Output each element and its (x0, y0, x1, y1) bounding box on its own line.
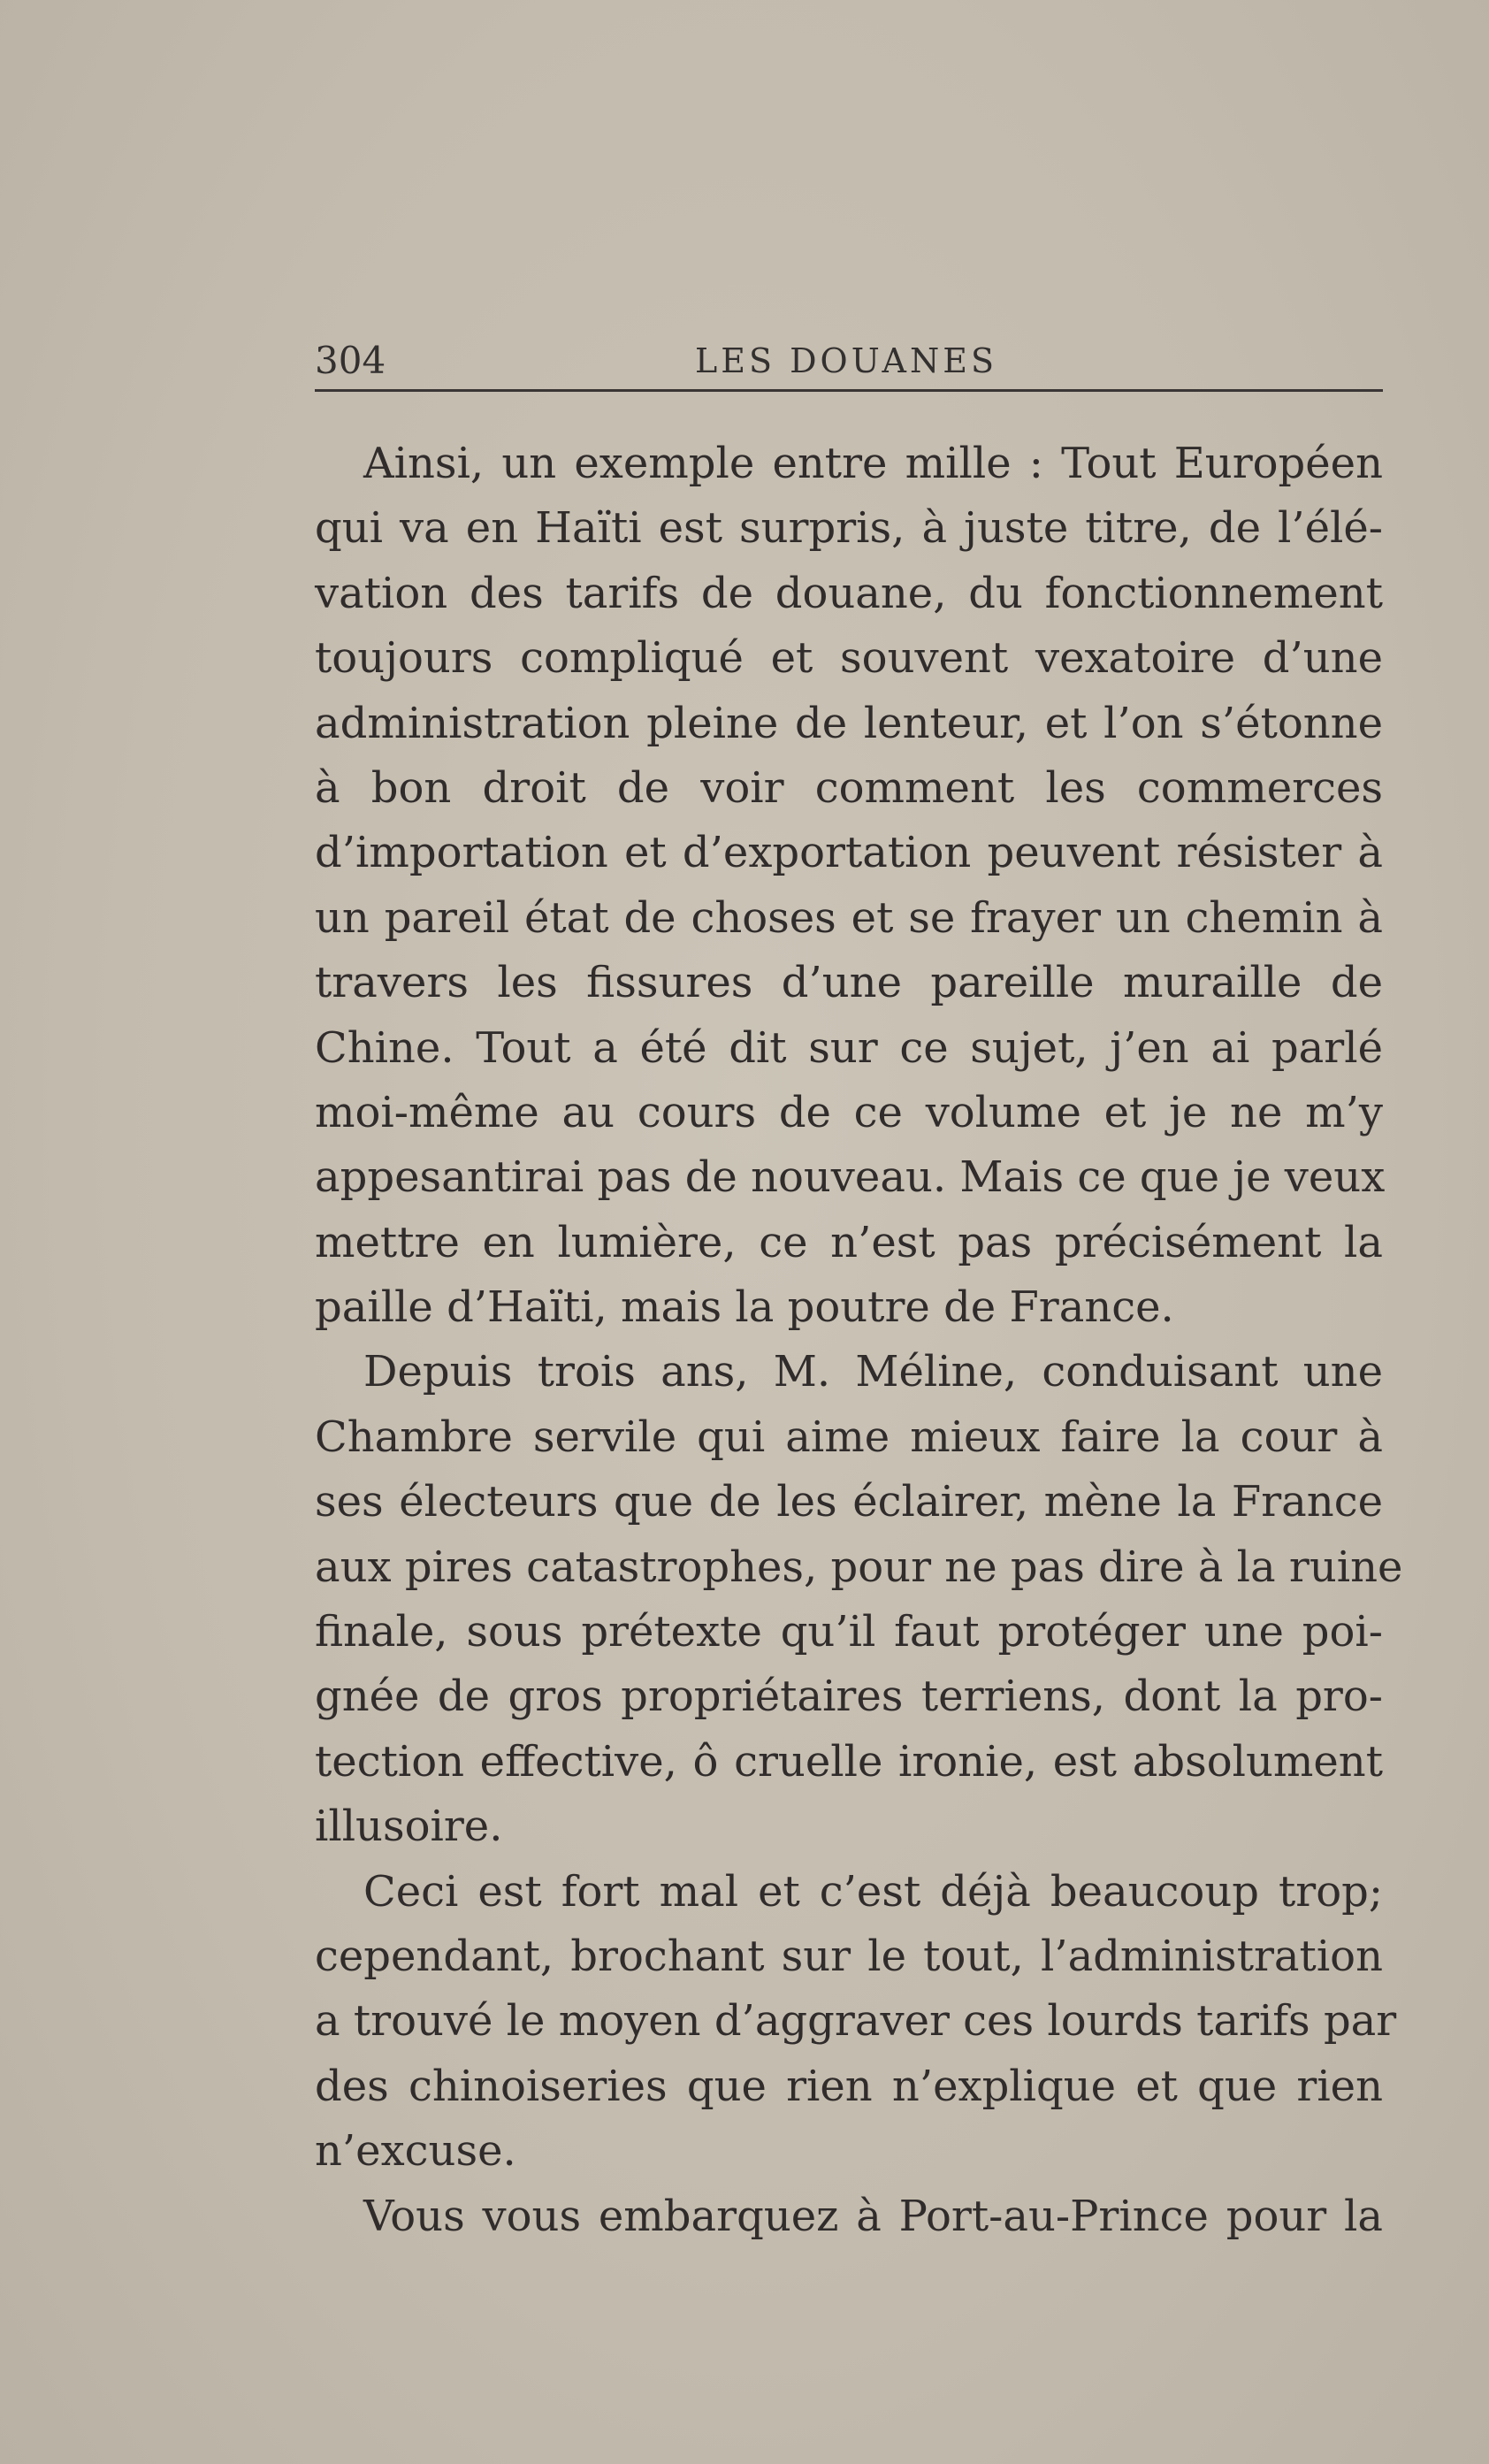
text-line: appesantirai pas de nouveau. Mais ce que je veux (315, 1152, 1386, 1203)
text-line: des chinoiseries que rien n’explique et que rien (315, 2061, 1383, 2111)
text-line: mettre en lumière, ce n’est pas précisément la (315, 1217, 1383, 1267)
text-line: a trouvé le moyen d’aggraver ces lourds tarifs par (315, 1996, 1397, 2047)
text-line: tection effective, ô cruelle ironie, est absolument (315, 1736, 1383, 1787)
page-header (315, 334, 1383, 387)
text-line: qui va en Haïti est surpris, à juste titre, de l’élé- (315, 503, 1383, 554)
text-line: Ainsi, un exemple entre mille : Tout Européen (363, 439, 1383, 488)
text-line: d’importation et d’exportation peuvent résister à (315, 828, 1383, 878)
text-line: administration pleine de lenteur, et l’on s’étonne (315, 698, 1383, 748)
text-line: Depuis trois ans, M. Méline, conduisant une (363, 1347, 1383, 1397)
text-line: cependant, brochant sur le tout, l’administration (315, 1931, 1383, 1981)
text-line: toujours compliqué et souvent vexatoire d’une (315, 633, 1383, 684)
paragraph-4 (315, 2185, 1383, 2249)
text-line: Vous vous embarquez à Port-au-Prince pour la (363, 2191, 1383, 2241)
text-line: illusoire. (315, 1802, 503, 1852)
text-line: à bon droit de voir comment les commerces (315, 762, 1383, 813)
text-line: travers les fissures d’une pareille muraille de (315, 958, 1383, 1008)
text-line: moi-même au cours de ce volume et je ne m’y (315, 1087, 1383, 1137)
text-line: gnée de gros propriétaires terriens, dont la pro- (315, 1672, 1383, 1722)
text-line: ses électeurs que de les éclairer, mène la France (315, 1477, 1383, 1527)
text-line: paille d’Haïti, mais la poutre de France. (315, 1282, 1174, 1333)
text-line: n’excuse. (315, 2126, 516, 2177)
text-line: Chambre servile qui aime mieux faire la cour à (315, 1412, 1383, 1462)
text-line: vation des tarifs de douane, du fonctionnement (315, 568, 1383, 618)
text-line: aux pires catastrophes, pour ne pas dire à la ruine (315, 1542, 1403, 1592)
paragraph-3 (315, 1860, 1397, 2185)
text-line: Chine. Tout a été dit sur ce sujet, j’en ai parlé (315, 1022, 1383, 1073)
body-text (315, 432, 1403, 2249)
paragraph-1 (315, 432, 1386, 1340)
running-head: LES DOUANES (695, 341, 998, 380)
paragraph-2 (315, 1340, 1403, 1859)
header-rule (315, 389, 1383, 392)
text-line: Ceci est fort mal et c’est déjà beaucoup trop; (363, 1866, 1383, 1917)
text-line: finale, sous prétexte qu’il faut protéger une poi- (315, 1607, 1383, 1657)
text-line: un pareil état de choses et se frayer un chemin à (315, 892, 1383, 943)
page-number: 304 (315, 339, 386, 382)
